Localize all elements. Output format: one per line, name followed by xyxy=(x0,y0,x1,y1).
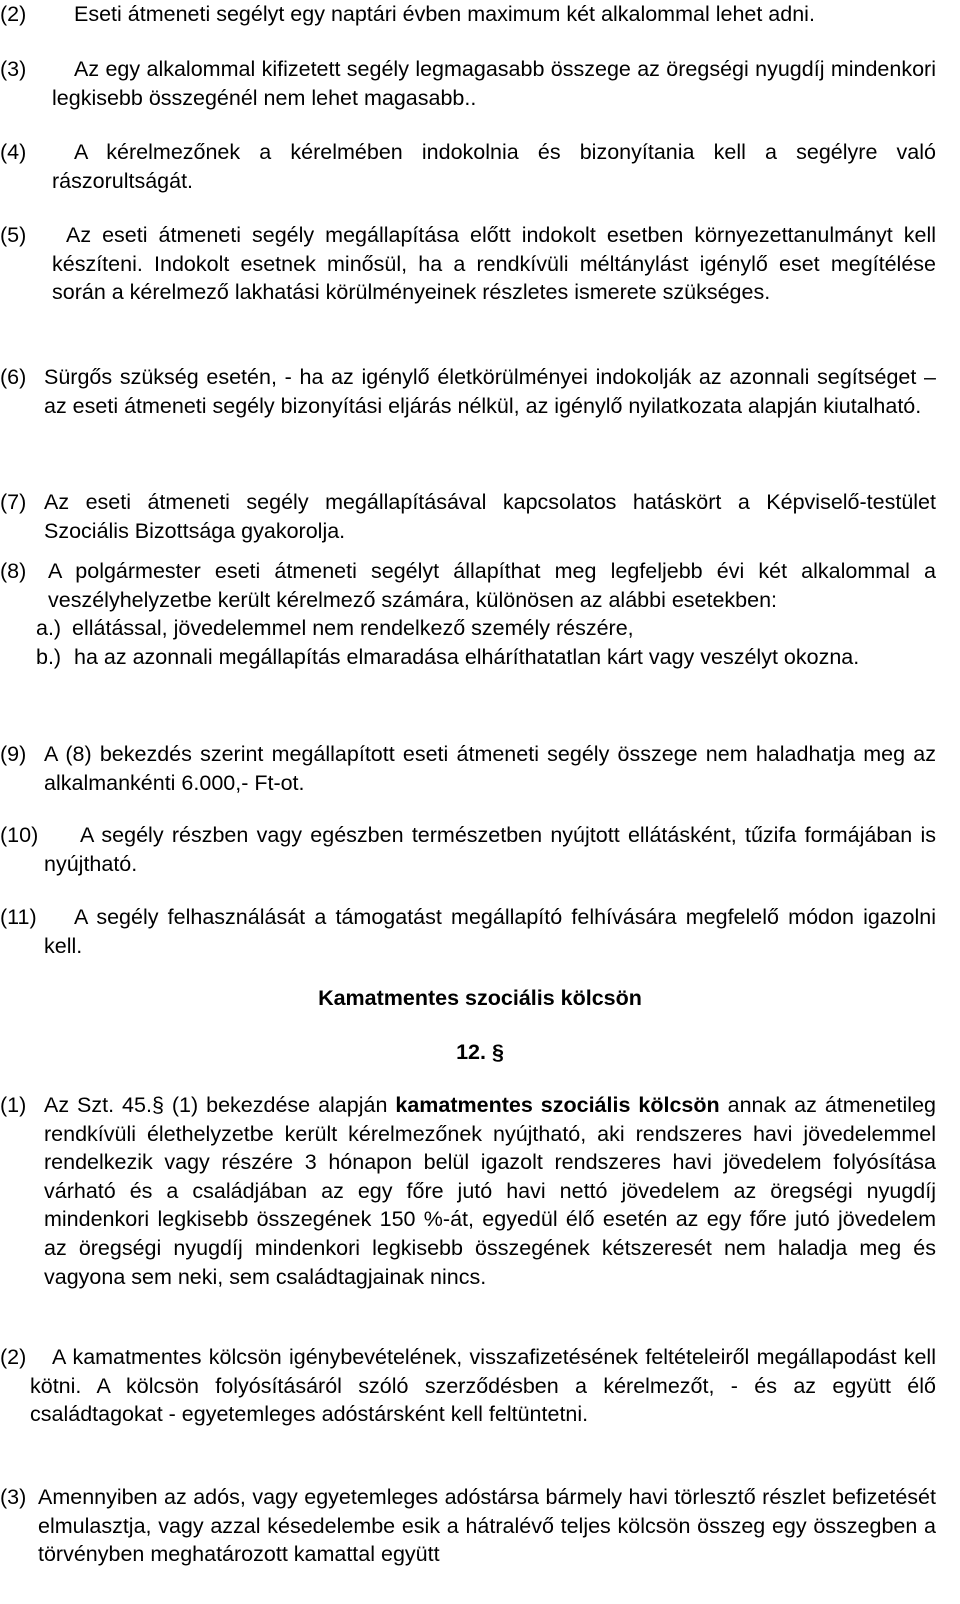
paragraph-5 xyxy=(0,221,936,307)
paragraph-text: A kérelmezőnek a kérelmében indokolnia és bizonyítania kell a segélyre való rászorultságát. xyxy=(52,140,936,193)
paragraph-2 xyxy=(0,0,936,29)
paragraph-10 xyxy=(0,821,936,878)
paragraph-number: (4) xyxy=(0,140,27,164)
paragraph-number: (8) xyxy=(0,559,27,583)
paragraph-number: (10) xyxy=(0,823,39,847)
paragraph-text: A polgármester eseti átmeneti segélyt állapíthat meg legfeljebb évi két alkalommal a veszélyhelyzetbe került kérelmező számára, különösen az alábbi esetekben: xyxy=(48,559,936,612)
emphasis-term: kamatmentes szociális kölcsön xyxy=(395,1093,720,1117)
paragraph-text: A kamatmentes kölcsön igénybevételének, visszafizetésének feltételeiről megállapodást kell kötni. A kölcsön folyósításáról szóló szerződésben a kérelmezőt, - és az együtt élő családtagokat - egyetemleges adóstársként kell feltüntetni. xyxy=(30,1345,936,1427)
paragraph-3 xyxy=(0,55,936,112)
paragraph-text: Az eseti átmeneti segély megállapításával kapcsolatos hatáskört a Képviselő-testület Szociális Bizottsága gyakorolja. xyxy=(44,490,936,543)
paragraph-number: (5) xyxy=(0,223,27,247)
section-12-paragraph-3 xyxy=(0,1483,936,1569)
paragraph-9 xyxy=(0,740,936,797)
paragraph-text: Amennyiben az adós, vagy egyetemleges adóstársa bármely havi törlesztő részlet befizetését elmulasztja, vagy azzal késedelembe esik a hátralévő teljes kölcsön összeg egy összegben a törvényben meghatározott kamattal együtt xyxy=(38,1485,936,1567)
section-12-paragraph-1 xyxy=(0,1091,936,1291)
list-item-label: b.) xyxy=(36,644,62,669)
paragraph-4 xyxy=(0,138,936,195)
paragraph-8 xyxy=(0,557,936,671)
section-12-paragraph-2 xyxy=(0,1343,936,1429)
paragraph-number: (9) xyxy=(0,742,27,766)
paragraph-number: (1) xyxy=(0,1093,27,1117)
paragraph-number: (6) xyxy=(0,365,27,389)
list-item-label: a.) xyxy=(36,616,62,641)
paragraph-6 xyxy=(0,363,936,420)
paragraph-text: Az eseti átmeneti segély megállapítása előtt indokolt esetben környezettanulmányt kell készíteni. Indokolt esetnek minősül, ha a rendkívüli méltánylást igénylő eset megítélése során a kérelmező lakhatási körülményeinek részletes ismerete szükséges. xyxy=(52,223,936,305)
paragraph-number: (11) xyxy=(0,905,37,929)
paragraph-text: A segély felhasználását a támogatást megállapító felhívására megfelelő módon igazolni kell. xyxy=(44,905,936,958)
paragraph-text: A segély részben vagy egészben természetben nyújtott ellátásként, tűzifa formájában is nyújtható. xyxy=(44,823,936,876)
paragraph-7 xyxy=(0,488,936,545)
list-item-text: ellátással, jövedelemmel nem rendelkező személy részére, xyxy=(72,616,634,641)
paragraph-text: Eseti átmeneti segélyt egy naptári évben maximum két alkalommal lehet adni. xyxy=(74,2,815,26)
paragraph-text: Sürgős szükség esetén, - ha az igénylő életkörülményei indokolják az azonnali segítséget – az eseti átmeneti segély bizonyítási eljárás nélkül, az igénylő nyilatkozata alapján kiutalható. xyxy=(44,365,936,418)
list-item-text: ha az azonnali megállapítás elmaradása elháríthatatlan kárt vagy veszélyt okozna. xyxy=(74,644,860,669)
paragraph-number: (3) xyxy=(0,57,27,81)
paragraph-text xyxy=(40,1091,936,1291)
paragraph-text: A (8) bekezdés szerint megállapított eseti átmeneti segély összege nem haladhatja meg az alkalmankénti 6.000,- Ft-ot. xyxy=(44,742,936,795)
list-item xyxy=(0,614,936,643)
paragraph-number: (2) xyxy=(0,1345,27,1369)
paragraph-number: (7) xyxy=(0,490,27,514)
text-run: annak az átmenetileg rendkívüli élethelyzetbe került kérelmezőnek nyújtható, aki rendszeres havi jövedelemmel rendelkezik vagy részére 3 hónapon belül igazolt rendszeres havi jövedelem folyósítása várható és a családjában az egy főre jutó havi nettó jövedelem az öregségi nyugdíj mindenkori legkisebb összegének 150 %-át, egyedül élő esetén az egy főre jutó jövedelem az öregségi nyugdíj mindenkori legkisebb összegének kétszeresét nem haladja meg és vagyona sem neki, sem családtagjainak nincs. xyxy=(44,1093,936,1289)
paragraph-11 xyxy=(0,903,936,960)
section-title: Kamatmentes szociális kölcsön xyxy=(318,986,642,1010)
text-run: Az Szt. 45.§ (1) bekezdése alapján xyxy=(44,1093,396,1117)
paragraph-number: (2) xyxy=(0,2,27,26)
paragraph-text: Az egy alkalommal kifizetett segély legmagasabb összege az öregségi nyugdíj mindenkori legkisebb összegénél nem lehet magasabb.. xyxy=(52,57,936,110)
list-item xyxy=(0,643,936,672)
paragraph-number: (3) xyxy=(0,1485,27,1509)
section-number: 12. § xyxy=(456,1040,504,1064)
